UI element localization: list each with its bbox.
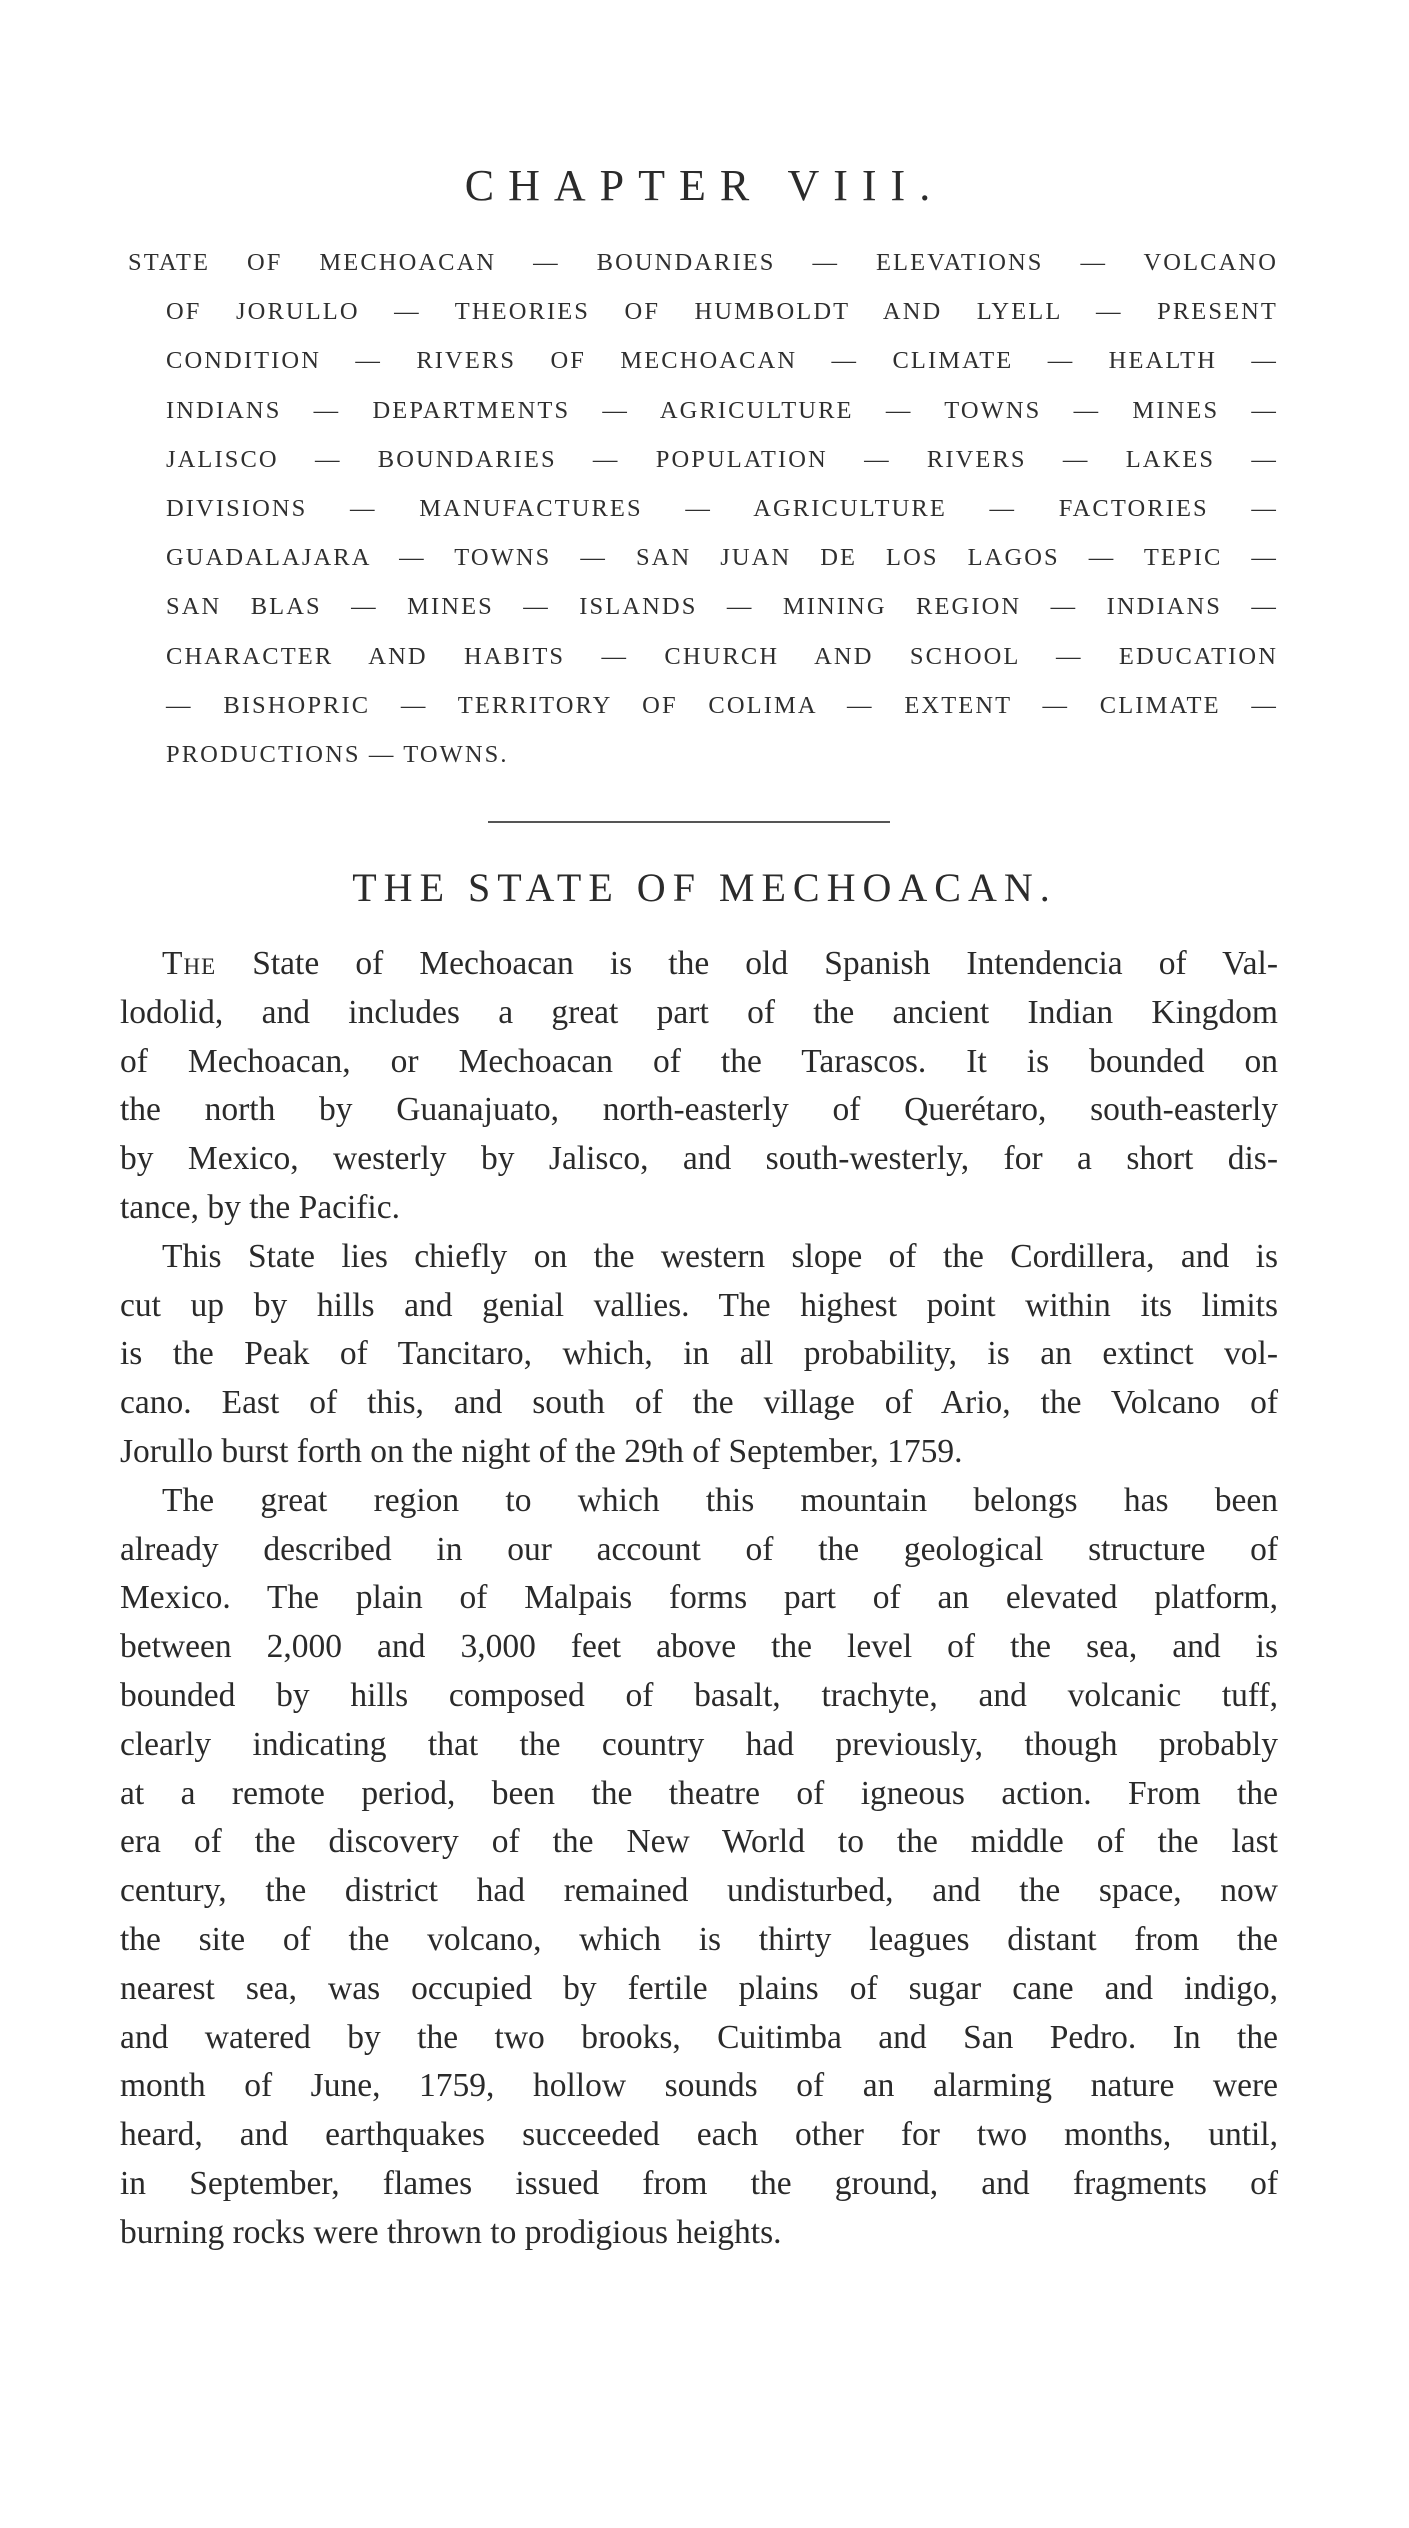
paragraph-line: of Mechoacan, or Mechoacan of the Tarascos. It is bounded on bbox=[120, 1042, 1278, 1080]
paragraph-line: already described in our account of the geological structure of bbox=[120, 1530, 1278, 1568]
paragraph-line: bounded by hills composed of basalt, trachyte, and volcanic tuff, bbox=[120, 1676, 1278, 1714]
paragraph-line-text: State of Mechoacan is the old Spanish Intendencia of Val- bbox=[252, 945, 1278, 982]
paragraph-line: and watered by the two brooks, Cuitimba and San Pedro. In the bbox=[120, 2018, 1278, 2056]
summary-line: SAN BLAS — MINES — ISLANDS — MINING REGION — INDIANS — bbox=[166, 593, 1278, 621]
paragraph-line: lodolid, and includes a great part of the ancient Indian Kingdom bbox=[120, 993, 1278, 1031]
summary-line: OF JORULLO — THEORIES OF HUMBOLDT AND LYELL — PRESENT bbox=[166, 298, 1278, 326]
summary-line: STATE OF MECHOACAN — BOUNDARIES — ELEVATIONS — VOLCANO bbox=[128, 249, 1278, 276]
paragraph-line: Mexico. The plain of Malpais forms part of an elevated platform, bbox=[120, 1579, 1278, 1617]
paragraph-line: clearly indicating that the country had previously, though probably bbox=[120, 1725, 1278, 1763]
paragraph-line: tance, by the Pacific. bbox=[120, 1188, 400, 1226]
summary-line: INDIANS — DEPARTMENTS — AGRICULTURE — TOWNS — MINES — bbox=[166, 396, 1278, 424]
paragraph-line: between 2,000 and 3,000 feet above the level of the sea, and is bbox=[120, 1628, 1278, 1666]
chapter-summary bbox=[128, 238, 1278, 779]
paragraph-line: cano. East of this, and south of the village of Ario, the Volcano of bbox=[120, 1384, 1278, 1422]
summary-line: — BISHOPRIC — TERRITORY OF COLIMA — EXTENT — CLIMATE — bbox=[166, 691, 1278, 719]
paragraph-line: cut up by hills and genial vallies. The highest point within its limits bbox=[120, 1286, 1278, 1324]
paragraph-line: nearest sea, was occupied by fertile plains of sugar cane and indigo, bbox=[120, 1969, 1278, 2007]
section-divider bbox=[488, 821, 890, 823]
paragraph-line: This State lies chiefly on the western slope of the Cordillera, and is bbox=[162, 1237, 1278, 1275]
paragraph-line: in September, flames issued from the ground, and fragments of bbox=[120, 2164, 1278, 2202]
summary-line: JALISCO — BOUNDARIES — POPULATION — RIVERS — LAKES — bbox=[166, 445, 1278, 473]
chapter-heading: CHAPTER VIII. bbox=[464, 161, 945, 210]
paragraph-line: by Mexico, westerly by Jalisco, and south-westerly, for a short dis- bbox=[120, 1140, 1278, 1178]
paragraph-line: heard, and earthquakes succeeded each other for two months, until, bbox=[120, 2116, 1278, 2154]
paragraph-line: era of the discovery of the New World to the middle of the last bbox=[120, 1823, 1278, 1861]
paragraph-line: burning rocks were thrown to prodigious heights. bbox=[120, 2213, 782, 2251]
paragraph-line: the site of the volcano, which is thirty leagues distant from the bbox=[120, 1920, 1278, 1958]
summary-line: GUADALAJARA — TOWNS — SAN JUAN DE LOS LAGOS — TEPIC — bbox=[166, 544, 1278, 572]
summary-line: CONDITION — RIVERS OF MECHOACAN — CLIMATE — HEALTH — bbox=[166, 347, 1278, 375]
summary-line: DIVISIONS — MANUFACTURES — AGRICULTURE — FACTORIES — bbox=[166, 495, 1278, 523]
paragraph-line: at a remote period, been the theatre of igneous action. From the bbox=[120, 1774, 1278, 1812]
body-text bbox=[120, 940, 1278, 2258]
paragraph-line: month of June, 1759, hollow sounds of an alarming nature were bbox=[120, 2067, 1278, 2105]
section-heading: THE STATE OF MECHOACAN. bbox=[352, 865, 1057, 910]
paragraph-line: Jorullo burst forth on the night of the 29th of September, 1759. bbox=[120, 1432, 963, 1470]
summary-line: CHARACTER AND HABITS — CHURCH AND SCHOOL — EDUCATION bbox=[166, 642, 1278, 670]
paragraph-line: century, the district had remained undisturbed, and the space, now bbox=[120, 1872, 1278, 1910]
summary-line: PRODUCTIONS — TOWNS. bbox=[166, 741, 509, 769]
paragraph-line: The great region to which this mountain belongs has been bbox=[162, 1481, 1278, 1519]
paragraph-line: the north by Guanajuato, north-easterly of Querétaro, south-easterly bbox=[120, 1091, 1278, 1129]
paragraph-first-line bbox=[120, 940, 1278, 989]
paragraph-line: is the Peak of Tancitaro, which, in all probability, is an extinct vol- bbox=[120, 1335, 1278, 1373]
paragraph-lead-word: The bbox=[162, 945, 217, 982]
